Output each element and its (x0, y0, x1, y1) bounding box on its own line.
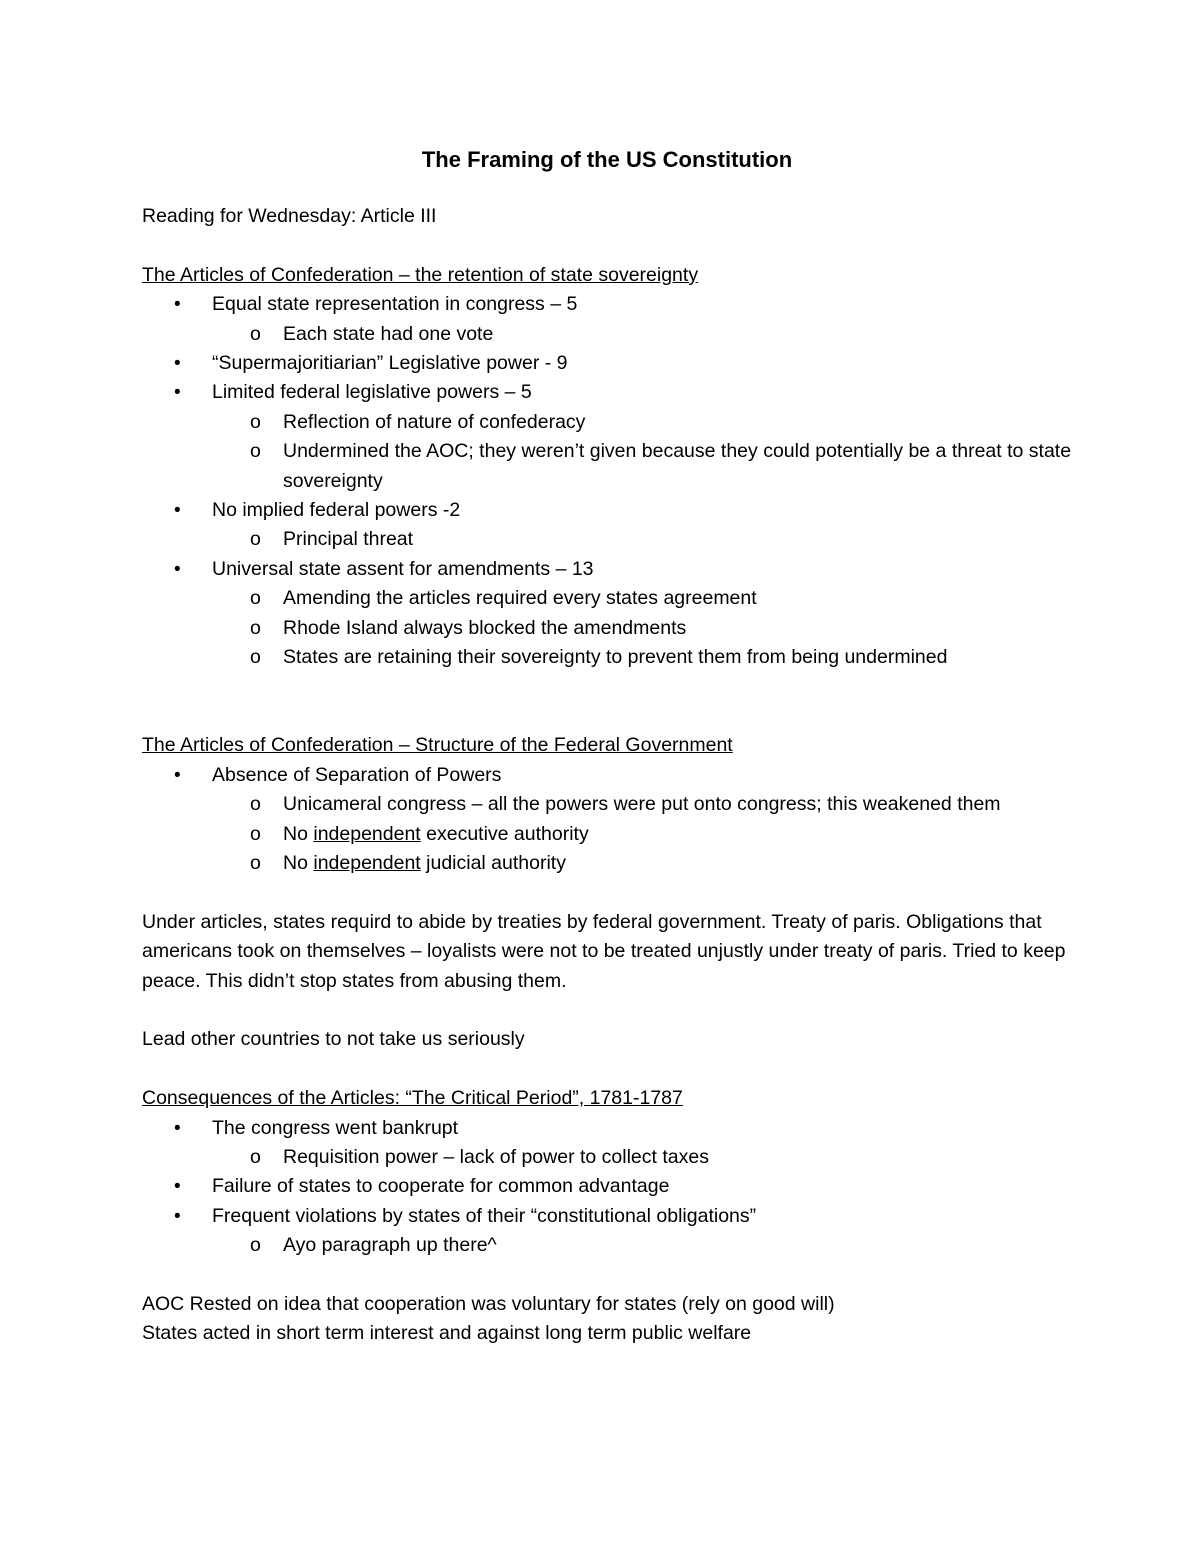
sub-list-item (142, 614, 1072, 643)
sub-list-item (142, 525, 1072, 554)
bullet-icon: • (174, 558, 181, 580)
bullet-icon: • (174, 764, 181, 786)
document-page (142, 144, 1072, 1349)
list-item (142, 555, 1072, 584)
list-item: • Absence of Separation of Powers (142, 761, 1072, 790)
list-item-text: Equal state representation in congress – 5 (212, 293, 578, 316)
sub-list-item-text: Principal threat (283, 528, 414, 551)
list-item (142, 496, 1072, 525)
bullet-icon: • (174, 1117, 181, 1139)
states-paragraph: States acted in short term interest and against long term public welfare (142, 1322, 752, 1345)
aoc-paragraph: AOC Rested on idea that cooperation was voluntary for states (rely on good will) (142, 1292, 835, 1315)
circle-bullet-icon: o (250, 851, 261, 874)
list-item (142, 378, 1072, 407)
sub-list-item-text: States are retaining their sovereignty to prevent them from being undermined (283, 646, 948, 669)
sub-list-item (142, 1231, 1072, 1260)
circle-bullet-icon: o (250, 1234, 261, 1257)
list-item (142, 349, 1072, 378)
sub-list-item (142, 584, 1072, 613)
sub-list-item-text: Reflection of nature of confederacy (283, 410, 586, 433)
circle-bullet-icon: o (250, 822, 261, 845)
sub-list-item (142, 408, 1072, 437)
circle-bullet-icon: o (250, 646, 261, 669)
sub-list-item (142, 1143, 1072, 1172)
list-item-text: “Supermajoritiarian” Legislative power - 9 (212, 352, 568, 375)
bullet-icon: • (174, 382, 181, 404)
section-heading-consequences: Consequences of the Articles: “The Critical Period”, 1781-1787 (142, 1087, 683, 1110)
bullet-icon: • (174, 353, 181, 375)
circle-bullet-icon: o (250, 410, 261, 433)
sub-list-item-text: Amending the articles required every states agreement (283, 587, 757, 610)
sub-list-item-text: Undermined the AOC; they weren’t given because they could potentially be a threat to state sovereignty (283, 440, 1072, 492)
sub-list-item: o Unicameral congress – all the powers were put onto congress; this weakened them (142, 790, 1072, 819)
sub-list-item (142, 437, 1072, 496)
sub-list-item: o No independent judicial authority (142, 849, 1072, 878)
circle-bullet-icon: o (250, 587, 261, 610)
bullet-icon: • (174, 1176, 181, 1198)
sub-list-item-text: Ayo paragraph up there^ (283, 1234, 497, 1257)
retention-list (142, 290, 1072, 672)
seriously-paragraph: Lead other countries to not take us seriously (142, 1028, 525, 1051)
circle-bullet-icon: o (250, 616, 261, 639)
circle-bullet-icon: o (250, 440, 261, 463)
sub-list-item (142, 643, 1072, 672)
list-item (142, 1114, 1072, 1143)
bullet-icon: • (174, 294, 181, 316)
section-heading-structure: The Articles of Confederation – Structure of the Federal Government (142, 734, 733, 757)
consequences-list (142, 1114, 1072, 1261)
reading-assignment: Reading for Wednesday: Article III (142, 205, 437, 227)
circle-bullet-icon: o (250, 528, 261, 551)
circle-bullet-icon: o (250, 793, 261, 816)
structure-list (142, 761, 1072, 879)
section-heading-retention: The Articles of Confederation – the retention of state sovereignty (142, 263, 699, 286)
list-item-text: Frequent violations by states of their “constitutional obligations” (212, 1204, 757, 1227)
list-item-text: Failure of states to cooperate for common advantage (212, 1175, 670, 1198)
bullet-icon: • (174, 500, 181, 522)
underlined-word: independent (313, 851, 421, 874)
list-item-text: Universal state assent for amendments – 13 (212, 557, 594, 580)
sub-list-item (142, 320, 1072, 349)
list-item (142, 290, 1072, 319)
bullet-icon: • (174, 1205, 181, 1227)
list-item (142, 1172, 1072, 1201)
list-item-text: The congress went bankrupt (212, 1116, 459, 1139)
underlined-word: independent (313, 822, 421, 845)
list-item-text: No implied federal powers -2 (212, 499, 461, 522)
document-title: The Framing of the US Constitution (421, 147, 793, 172)
sub-list-item: o No independent executive authority (142, 820, 1072, 849)
circle-bullet-icon: o (250, 1145, 261, 1168)
treaty-paragraph: Under articles, states requird to abide by treaties by federal government. Treaty of paris. Obligations that americans took on themselves – loyalists were not to be treated unjustly under treaty of paris. Tried to keep peace. This didn’t stop states from abusing them. (142, 910, 1066, 992)
list-item (142, 1202, 1072, 1231)
sub-list-item-text: Requisition power – lack of power to collect taxes (283, 1145, 709, 1168)
sub-list-item-text: Each state had one vote (283, 322, 494, 345)
circle-bullet-icon: o (250, 322, 261, 345)
list-item-text: Limited federal legislative powers – 5 (212, 381, 532, 404)
sub-list-item-text: Rhode Island always blocked the amendments (283, 616, 687, 639)
